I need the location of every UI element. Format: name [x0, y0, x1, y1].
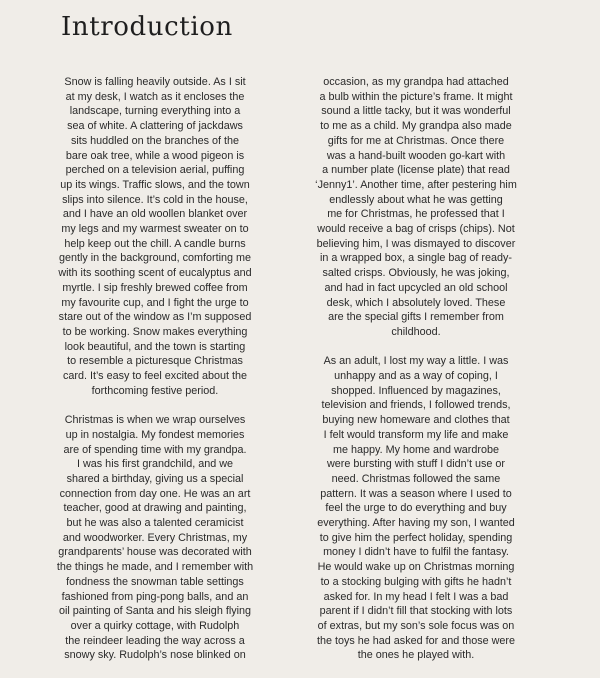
text-line: connection from day one. He was an art [59, 487, 251, 500]
text-line: and I have an old woollen blanket over [62, 208, 248, 221]
paragraph [275, 75, 557, 340]
text-line: perched on a television aerial, puffing [65, 164, 245, 177]
text-line: television and friends, I followed trends, [321, 399, 511, 412]
text-line: He would wake up on Christmas morning [317, 561, 515, 574]
text-line: grandparents’ house was decorated with [58, 546, 252, 559]
text-line: to be working. Snow makes everything [62, 325, 248, 338]
text-line: fondness the snowman table settings [66, 575, 244, 588]
text-line: Christmas is when we wrap ourselves [64, 414, 246, 427]
text-line: the ones he played with. [357, 649, 475, 662]
text-line: unhappy and as a way of coping, I [334, 370, 498, 383]
text-line: with its soothing scent of eucalyptus and [58, 267, 252, 280]
text-line: buying new homeware and clothes that [322, 414, 510, 427]
text-line: was a hand-built wooden go-kart with [326, 149, 506, 162]
text-line: desk, which I absolutely loved. These [326, 296, 506, 309]
text-line: endlessly about what he was getting [329, 193, 503, 206]
text-line: teacher, good at drawing and painting, [63, 502, 247, 515]
text-line: slips into silence. It’s cold in the house, [62, 193, 248, 206]
text-line: parent if I didn’t fill that stocking with lots [319, 605, 513, 618]
text-line: forthcoming festive period. [91, 384, 219, 397]
text-line: the reindeer leading the way across a [65, 634, 245, 647]
text-line: would receive a bag of crisps (chips). Not [317, 223, 515, 236]
text-line: card. It’s easy to feel excited about the [62, 370, 248, 383]
text-line: stare out of the window as I’m supposed [58, 311, 252, 324]
text-line: need. Christmas followed the same [331, 472, 501, 485]
text-line: the toys he had asked for and those were [316, 634, 516, 647]
text-line: occasion, as my grandpa had attached [323, 76, 509, 88]
text-line: of extras, but my son’s sole focus was on [317, 620, 515, 632]
text-line: sea of white. A clattering of jackdaws [67, 120, 243, 133]
text-line: Snow is falling heavily outside. As I sit [64, 76, 246, 88]
text-line: feel the urge to do everything and buy [325, 502, 507, 515]
text-line: the things he made, and I remember with [56, 561, 254, 574]
text-line: up in nostalgia. My fondest memories [65, 428, 245, 441]
text-line: oil painting of Santa and his sleigh flying [58, 605, 252, 618]
page-title: Introduction [61, 12, 233, 42]
text-line: landscape, turning everything into a [69, 105, 241, 118]
text-line: money I didn’t have to fulfil the fantasy. [323, 546, 509, 559]
text-line: fashioned from ping-pong balls, and an [61, 590, 249, 603]
text-line: pattern. It was a season where I used to [320, 487, 512, 500]
text-line: gifts for me at Christmas. Once there [327, 134, 505, 147]
text-line: look beautiful, and the town is starting [64, 340, 246, 353]
text-line: childhood. [391, 325, 441, 338]
text-line: but he was also a talented ceramicist [66, 517, 244, 530]
text-line: shared a birthday, giving us a special [66, 472, 244, 485]
text-line: snowy sky. Rudolph’s nose blinked on [64, 649, 246, 662]
text-line: to me as a child. My grandpa also made [320, 120, 512, 133]
text-line: at my desk, I watch as it encloses the [65, 90, 245, 103]
text-line: me for Christmas, he professed that I [327, 208, 505, 221]
text-line: gently in the background, comforting me [58, 252, 252, 265]
text-line: everything. After having my son, I wanted [317, 517, 515, 530]
text-line: believing him, I was dismayed to discover [316, 237, 516, 250]
text-line: sits huddled on the branches of the [70, 134, 240, 147]
text-line: a bulb within the picture’s frame. It might [319, 90, 513, 103]
paragraph [275, 354, 557, 663]
paragraph [15, 413, 295, 663]
text-line: and had in fact upcycled an old school [324, 281, 508, 294]
text-line: to a stocking bulging with gifts he hadn’t [320, 575, 512, 588]
text-line: are the special gifts I remember from [328, 311, 504, 324]
text-column-left [15, 75, 295, 678]
text-column-right [275, 75, 557, 678]
text-line: I was his first grandchild, and we [76, 458, 234, 471]
text-line: are of spending time with my grandpa. [63, 443, 247, 456]
text-line: up its wings. Traffic slows, and the town [60, 178, 250, 191]
text-line: over a quirky cottage, with Rudolph [70, 620, 240, 632]
text-line: in a wrapped box, a single bag of ready- [319, 252, 513, 265]
text-line: salted crisps. Obviously, he was joking, [322, 267, 510, 280]
text-line: As an adult, I lost my way a little. I was [323, 355, 509, 368]
text-line: and woodworker. Every Christmas, my [62, 531, 248, 544]
text-line: to give him the perfect holiday, spending [319, 531, 513, 544]
text-line: to resemble a picturesque Christmas [67, 355, 243, 368]
text-line: I felt would transform my life and make [323, 428, 509, 441]
text-line: my legs and my warmest sweater on to [61, 223, 249, 236]
text-line: help keep out the chill. A candle burns [64, 237, 246, 250]
text-line: ‘Jenny1’. Another time, after pestering him [315, 178, 517, 191]
text-line: shopped. Influenced by magazines, [331, 384, 501, 397]
text-line: asked for. In my head I felt I was a bad [323, 590, 509, 603]
text-line: my favourite cup, and I fight the urge to [61, 296, 249, 309]
text-line: a number plate (license plate) that read [322, 164, 510, 177]
text-line: were bursting with stuff I didn’t use or [326, 458, 506, 471]
paragraph [15, 75, 295, 398]
text-line: bare oak tree, while a wood pigeon is [65, 149, 245, 162]
text-line: myrtle. I sip freshly brewed coffee from [62, 281, 248, 294]
text-line: me happy. My home and wardrobe [332, 443, 500, 456]
text-line: sound a little tacky, but it was wonderful [321, 105, 511, 118]
